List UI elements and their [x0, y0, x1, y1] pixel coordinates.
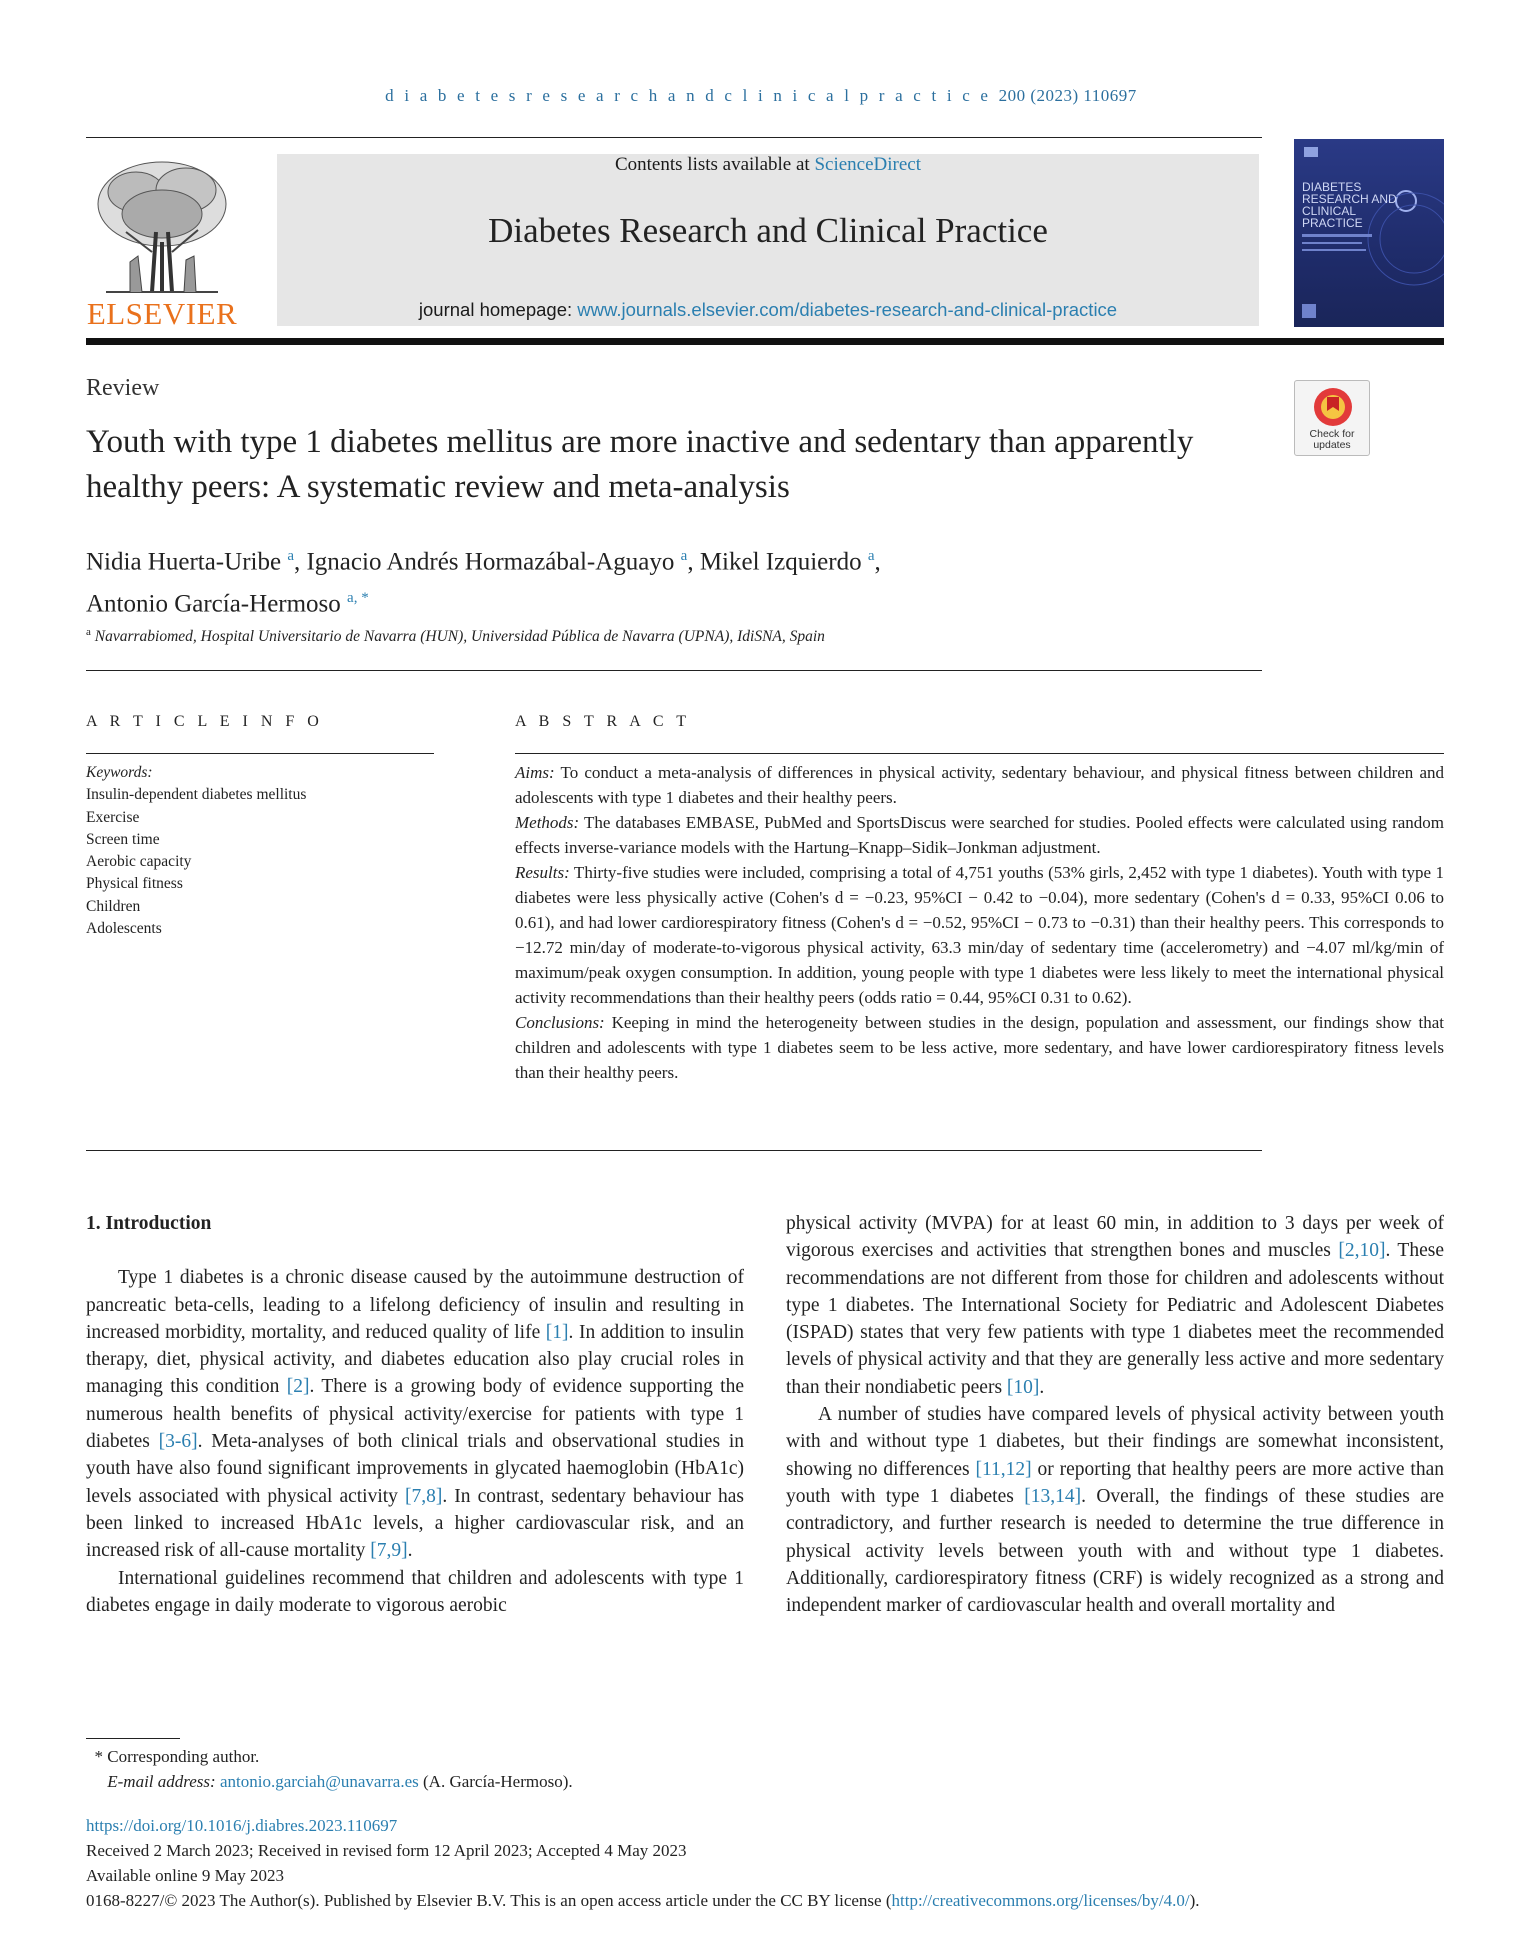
license-suffix: ).	[1189, 1891, 1200, 1910]
author-list: Nidia Huerta-Uribe $^a$, Ignacio Andrés Hormazábal-Aguayo $^a$, Mikel Izquierdo $^a$, Antonio García-Hermoso $^{a, *}$	[86, 548, 881, 618]
body-column-left	[86, 1210, 744, 1619]
homepage-line	[277, 299, 1259, 321]
conclusions-text: Keeping in mind the heterogeneity between studies in the design, population and assessment, our findings show that children and adolescents with type 1 diabetes seem to be less active, more sedentary, and have lower cardiorespiratory fitness levels than their healthy peers.	[515, 1013, 1444, 1082]
author-affiliation-mark[interactable]: a, *	[347, 590, 369, 607]
article-title: Youth with type 1 diabetes mellitus are more inactive and sedentary than apparently healthy peers: A systematic review and meta-analysis	[86, 424, 1194, 505]
abstract-conclusions	[515, 1010, 1444, 1085]
keyword-item: Screen time	[86, 830, 160, 848]
keyword-item: Children	[86, 897, 141, 915]
journal-name: Diabetes Research and Clinical Practice	[488, 211, 1048, 250]
journal-homepage-link[interactable]: www.journals.elsevier.com/diabetes-research-and-clinical-practice	[577, 299, 1118, 320]
running-head-journal: d i a b e t e s r e s e a r c h a n d c l i n i c a l p r a c t i c e	[385, 86, 992, 105]
check-updates-icon	[1295, 383, 1371, 433]
contents-prefix: Contents lists available at	[614, 154, 815, 175]
cover-title: DIABETES RESEARCH AND CLINICAL PRACTICE	[1302, 180, 1397, 230]
body-paragraph: Type 1 diabetes is a chronic disease caused by the autoimmune destruction of pancreatic beta-cells, leading to a lifelong deficiency of insulin and resulting in increased morbidity, mortality, and reduced quality of life [1]. In addition to insulin therapy, diet, physical activity, and diabetes education also play crucial roles in managing this condition [2]. There is a growing body of evidence supporting the numerous health benefits of physical activity/exercise for patients with type 1 diabetes [3-6]. Meta-analyses of both clinical trials and observational studies in youth have also found significant improvements in glycated haemoglobin (HbA1c) levels associated with physical activity [7,8]. In contrast, sedentary behaviour has been linked to increased HbA1c levels, a higher cardiovascular risk, and an increased risk of all-cause mortality [7,9].	[86, 1267, 745, 1562]
conclusions-label: Conclusions:	[515, 1013, 605, 1032]
running-head	[0, 86, 1522, 106]
keywords-label: Keywords:	[86, 764, 153, 781]
citation-link[interactable]: [11,12]	[975, 1458, 1032, 1480]
results-text: Thirty-five studies were included, comprising a total of 4,751 youths (53% girls, 2,452 with type 1 diabetes). Youth with type 1 diabetes were less physically active (Cohen's d = −0.23, 95%CI − 0.42 to −0.04), more sedentary (Cohen's d = 0.33, 95%CI 0.06 to 0.61), and had lower cardiorespiratory fitness (Cohen's d = −0.52, 95%CI − 0.73 to −0.31) than their healthy peers. This corresponds to −12.72 min/day of moderate-to-vigorous physical activity, 63.3 min/day of sedentary time (accelerometry) and −4.07 ml/kg/min of maximum/peak oxygen consumption. In addition, young people with type 1 diabetes were less likely to meet the international physical activity recommendations than their healthy peers (odds ratio = 0.44, 95%CI 0.31 to 0.62).	[515, 863, 1444, 1007]
keyword-item: Physical fitness	[86, 875, 183, 893]
body-paragraph: International guidelines recommend that children and adolescents with type 1 diabetes engage in daily moderate to vigorous aerobic	[86, 1567, 744, 1616]
citation-link[interactable]: [7,9]	[370, 1540, 408, 1562]
keyword-item: Adolescents	[86, 920, 162, 938]
body-paragraph: physical activity (MVPA) for at least 60 min, in addition to 3 days per week of vigorous exercises and activities that strengthen bones and muscles [2,10]. These recommendations are not different from those for children and adolescents without type 1 diabetes. The International Society for Pediatric and Adolescent Diabetes (ISPAD) states that very few patients with type 1 diabetes meet the recommended levels of physical activity and that they are generally less active and more sedentary than their nondiabetic peers [10].	[786, 1213, 1444, 1398]
keyword-item: Insulin-dependent diabetes mellitus	[86, 786, 307, 804]
abstract-heading: A B S T R A C T	[515, 713, 691, 730]
doi-link[interactable]: https://doi.org/10.1016/j.diabres.2023.110697	[86, 1816, 398, 1835]
keyword-item: Exercise	[86, 808, 140, 826]
header-rule	[86, 137, 1262, 138]
author-name[interactable]: Ignacio Andrés Hormazábal-Aguayo	[306, 548, 675, 576]
available-online: Available online 9 May 2023	[86, 1866, 284, 1885]
affiliation-text: Navarrabiomed, Hospital Universitario de Navarra (HUN), Universidad Pública de Navarra (UPNA), IdiSNA, Spain	[94, 628, 825, 646]
cover-art-icon	[1294, 139, 1444, 327]
email-link[interactable]: antonio.garciah@unavarra.es	[219, 1772, 419, 1791]
keyword-item: Aerobic capacity	[86, 853, 192, 871]
body-paragraph: A number of studies have compared levels of physical activity between youth with and without type 1 diabetes, but their findings are somewhat inconsistent, showing no differences [11,12] or reporting that healthy peers are more active than youth with type 1 diabetes [13,14]. Overall, the findings of these studies are contradictory, and further research is needed to determine the true difference in physical activity levels between youth with and without type 1 diabetes. Additionally, cardiorespiratory fitness (CRF) is widely recognized as a strong and independent marker of cardiovascular health and overall mortality and	[786, 1404, 1445, 1617]
info-top-rule	[86, 670, 1262, 671]
abstract-methods	[515, 810, 1444, 860]
methods-label: Methods:	[515, 813, 580, 832]
author-name[interactable]: Mikel Izquierdo	[699, 548, 862, 576]
author-affiliation-mark[interactable]: a	[867, 548, 875, 564]
article-type: Review	[86, 375, 160, 401]
methods-text: The databases EMBASE, PubMed and SportsDiscus were searched for studies. Pooled effects were calculated using random effects inverse-variance models with the Hartung–Knapp–Sidik–Jonkman adjustment.	[515, 813, 1444, 857]
journal-masthead	[277, 154, 1259, 326]
results-label: Results:	[515, 863, 570, 882]
article-info-rule	[86, 753, 434, 754]
keywords-list	[86, 762, 306, 940]
abstract-rule	[515, 753, 1444, 754]
footnote	[86, 1744, 573, 1794]
affiliation	[86, 626, 825, 646]
footnote-rule	[86, 1738, 180, 1739]
running-head-citation: 200 (2023) 110697	[998, 86, 1137, 105]
journal-cover-image	[1294, 139, 1444, 327]
masthead-rule	[86, 338, 1444, 345]
citation-link[interactable]: [1]	[545, 1321, 569, 1343]
abstract-results	[515, 860, 1444, 1010]
citation-link[interactable]: [7,8]	[404, 1485, 443, 1507]
email-label: E-mail address:	[107, 1772, 220, 1791]
received-dates: Received 2 March 2023; Received in revised form 12 April 2023; Accepted 4 May 2023	[86, 1841, 687, 1860]
abstract-aims	[515, 760, 1444, 810]
license-link[interactable]: http://creativecommons.org/licenses/by/4.0/	[891, 1891, 1190, 1910]
section-heading-introduction: 1. Introduction	[86, 1213, 212, 1234]
corresponding-author-note: Corresponding author.	[103, 1747, 260, 1766]
aims-text: To conduct a meta-analysis of differences in physical activity, sedentary behaviour, and physical fitness between children and adolescents with type 1 diabetes and their healthy peers.	[515, 763, 1444, 807]
abstract-bottom-rule	[86, 1150, 1262, 1151]
author-name[interactable]: Antonio García-Hermoso	[86, 590, 341, 618]
abstract-body	[515, 760, 1444, 1085]
check-updates-label: Check for updates	[1309, 428, 1355, 451]
email-suffix: (A. García-Hermoso).	[418, 1772, 573, 1791]
citation-link[interactable]: [2]	[286, 1376, 310, 1398]
homepage-prefix: journal homepage:	[418, 299, 578, 320]
body-column-right	[786, 1210, 1444, 1619]
article-info-heading: A R T I C L E I N F O	[86, 713, 324, 730]
citation-link[interactable]: [3-6]	[158, 1431, 198, 1453]
license-prefix: 0168-8227/© 2023 The Author(s). Published by Elsevier B.V. This is an open access article under the CC BY license (	[86, 1891, 892, 1910]
aims-label: Aims:	[515, 763, 555, 782]
elsevier-wordmark: ELSEVIER	[86, 296, 238, 331]
citation-link[interactable]: [10]	[1006, 1376, 1040, 1398]
citation-link[interactable]: [2,10]	[1338, 1240, 1386, 1262]
footnote-mark: *	[94, 1747, 103, 1766]
license-line	[86, 1888, 1456, 1913]
author-affiliation-mark[interactable]: a	[680, 548, 688, 564]
author-name[interactable]: Nidia Huerta-Uribe	[86, 548, 282, 576]
author-affiliation-mark[interactable]: a	[287, 548, 294, 564]
affiliation-mark: a	[86, 626, 91, 638]
citation-link[interactable]: [13,14]	[1024, 1485, 1082, 1507]
contents-line	[277, 154, 1259, 176]
check-for-updates-button[interactable]	[1294, 380, 1370, 456]
article-footer	[86, 1813, 1456, 1913]
sciencedirect-link[interactable]: ScienceDirect	[814, 154, 922, 175]
